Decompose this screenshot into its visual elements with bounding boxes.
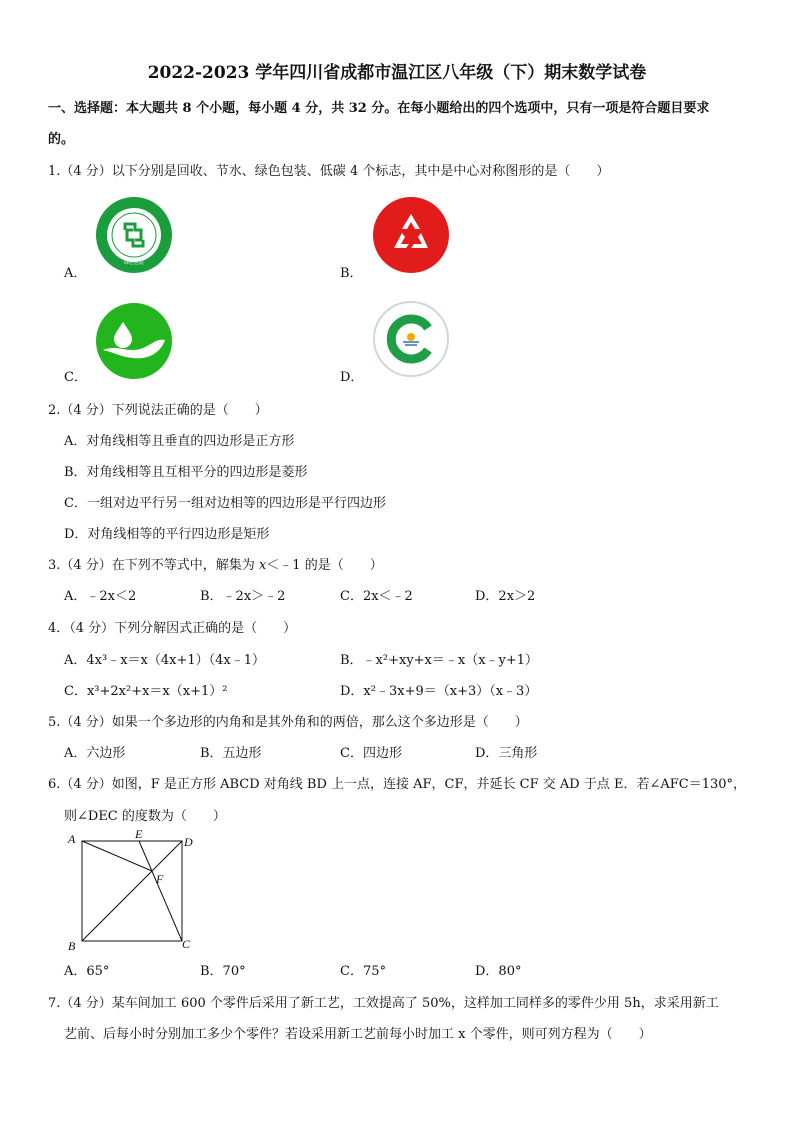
- point-a-label: A: [68, 832, 76, 846]
- q1-label-b: B．: [340, 266, 363, 281]
- point-c-label: C: [182, 937, 191, 951]
- green-packaging-icon: [95, 196, 173, 274]
- q3-option-a: A．﹣2x＜2: [64, 589, 137, 604]
- q4-stem: 4．（4 分）下列分解因式正确的是（ ）: [48, 621, 297, 636]
- q3-stem: 3.（4 分）在下列不等式中，解集为 x＜﹣1 的是（ ）: [48, 558, 383, 573]
- q5-option-b: B．五边形: [200, 746, 262, 761]
- q5-stem: 5.（4 分）如果一个多边形的内角和是其外角和的两倍，那么这个多边形是（ ）: [48, 715, 528, 730]
- q4-option-d: D．x²﹣3x+9＝（x+3）（x﹣3）: [340, 684, 538, 699]
- q6-option-c: C．75°: [340, 964, 386, 979]
- q7-stem-line1: 7.（4 分）某车间加工 600 个零件后采用了新工艺，工效提高了 50%，这样加工同样多的零件少用 5h，求采用新工: [48, 996, 719, 1011]
- logo-a-bottom: 绿色包装: [123, 260, 145, 266]
- q6-stem-line1: 6.（4 分）如图，F 是正方形 ABCD 对角线 BD 上一点，连接 AF，CF，并延长 CF 交 AD 于点 E．若∠AFC＝130°，: [48, 777, 747, 792]
- q1-label-c: C．: [64, 370, 87, 385]
- q5-option-d: D．三角形: [475, 746, 538, 761]
- q2-option-c: C．一组对边平行另一组对边相等的四边形是平行四边形: [64, 496, 386, 511]
- q2-stem: 2.（4 分）下列说法正确的是（ ）: [48, 403, 268, 418]
- point-d-label: D: [184, 835, 193, 849]
- point-b-label: B: [68, 939, 76, 953]
- section-heading-line1: 一、选择题：本大题共 8 个小题，每小题 4 分，共 32 分。在每小题给出的四个选项中，只有一项是符合题目要求: [48, 101, 710, 116]
- page-title: 2022-2023 学年四川省成都市温江区八年级（下）期末数学试卷: [147, 63, 647, 83]
- q3-option-b: B．﹣2x＞﹣2: [200, 589, 286, 604]
- q1-stem: 1.（4 分）以下分别是回收、节水、绿色包装、低碳 4 个标志，其中是中心对称图形的是（ ）: [48, 164, 610, 179]
- q1-label-d: D．: [340, 370, 364, 385]
- q6-option-b: B．70°: [200, 964, 246, 979]
- q6-option-d: D．80°: [475, 964, 522, 979]
- q1-label-a: A．: [64, 266, 87, 281]
- q5-option-a: A．六边形: [64, 746, 126, 761]
- point-f-label: F: [156, 872, 164, 886]
- point-e-label: E: [135, 827, 143, 841]
- q4-option-c: C．x³+2x²+x＝x（x+1）²: [64, 684, 228, 699]
- recycle-icon: [372, 196, 450, 274]
- q4-option-a: A．4x³﹣x＝x（4x+1）（4x﹣1）: [64, 653, 266, 668]
- water-saving-icon: [95, 302, 173, 380]
- q6-option-a: A．65°: [64, 964, 110, 979]
- q3-option-d: D．2x＞2: [475, 589, 536, 604]
- q2-option-b: B．对角线相等且互相平分的四边形是菱形: [64, 465, 308, 480]
- q3-option-c: C．2x＜﹣2: [340, 589, 413, 604]
- q2-option-a: A．对角线相等且垂直的四边形是正方形: [64, 434, 295, 449]
- q6-stem-line2: 则∠DEC 的度数为（ ）: [64, 809, 226, 824]
- q5-option-c: C．四边形: [340, 746, 402, 761]
- q2-option-d: D．对角线相等的平行四边形是矩形: [64, 527, 270, 542]
- low-carbon-icon: [372, 300, 450, 378]
- square-diagram: [60, 826, 200, 954]
- q4-option-b: B．﹣x²+xy+x＝﹣x（x﹣y+1）: [340, 653, 539, 668]
- q7-stem-line2: 艺前、后每小时分别加工多少个零件？若设采用新工艺前每小时加工 x 个零件，则可列方程为（ ）: [64, 1027, 652, 1042]
- section-heading-line2: 的。: [48, 132, 75, 147]
